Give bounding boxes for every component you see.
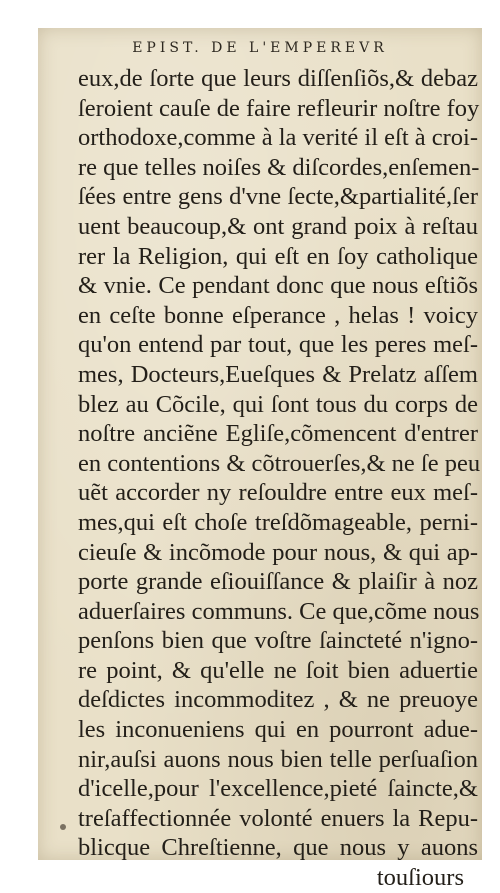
text-line: ſées entre gens d'vne ſecte,&partialité,ſer (78, 183, 478, 211)
text-line: re point, & qu'elle ne ſoit bien aduertie (78, 656, 478, 684)
text-line: porte grande eſiouiſſance & plaiſir à noz (78, 568, 478, 596)
ink-spot (60, 824, 66, 830)
text-line: re que telles noiſes & diſcordes,enſemen- (78, 153, 480, 181)
text-line: en contentions & cõtrouerſes,& ne ſe peu (78, 449, 481, 477)
text-line: uent beaucoup,& ont grand poix à reſtau (78, 212, 478, 240)
text-line: en ceſte bonne eſperance , helas ! voicy (78, 301, 478, 329)
text-line: noſtre anciẽne Egliſe,cõmencent d'entrer (78, 420, 478, 448)
text-line: mes,qui eſt choſe treſdõmageable, perni- (78, 508, 478, 536)
catchword: touſiours (376, 864, 464, 892)
text-line: deſdictes incommoditez , & ne preuoye (78, 686, 478, 714)
text-line: & vnie. Ce pendant donc que nous eſtiõs (78, 272, 478, 300)
text-line: d'icelle,pour l'excellence,pieté ſaincte,& (78, 775, 478, 803)
text-line: aduerſaires communs. Ce que,cõme nous (78, 597, 480, 625)
text-line: nir,auſsi auons nous bien telle perſuaſion (78, 745, 478, 773)
text-line: rer la Religion, qui eſt en ſoy catholique (78, 242, 478, 270)
text-line: les inconueniens qui en pourront adue- (78, 716, 478, 744)
text-line: eux,de ſorte que leurs diſſenſiõs,& debaz (78, 65, 478, 92)
body-text (78, 64, 481, 893)
text-line: blez au Cõcile, qui ſont tous du corps de (78, 390, 478, 418)
text-line: treſaffectionnée volonté enuers la Repu- (78, 804, 478, 832)
text-line: ſeroient cauſe de faire refleurir noſtre foy (78, 94, 480, 122)
text-line: uẽt accorder ny reſouldre entre eux meſ- (78, 479, 478, 507)
book-page (38, 28, 482, 892)
text-line: qu'on entend par tout, que les peres meſ- (78, 331, 478, 359)
text-line: orthodoxe,comme à la verité il eſt à croi- (78, 124, 479, 152)
text-line: mes, Docteurs,Eueſques & Prelatz aſſem (78, 360, 478, 388)
text-line: penſons bien que voſtre ſaincteté n'igno- (78, 627, 478, 655)
text-line: blicque Chreſtienne, que nous y auons (78, 834, 478, 862)
text-line: cieuſe & incõmode pour nous, & qui ap- (78, 538, 478, 566)
running-head: EPIST. DE L'EMPEREVR (132, 40, 388, 56)
